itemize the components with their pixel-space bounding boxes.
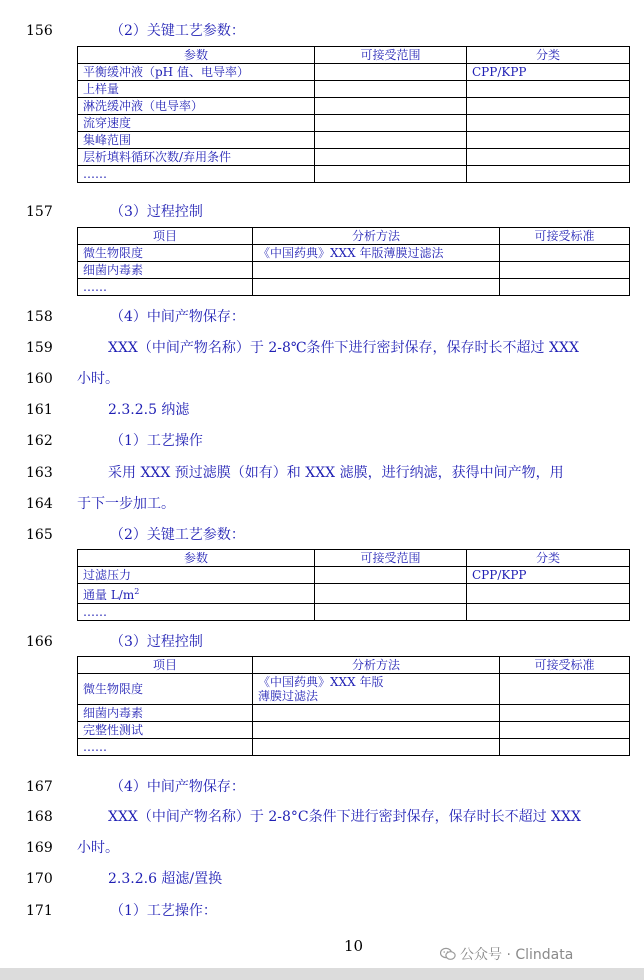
- table-header-row: [78, 47, 630, 64]
- line-number: 162: [26, 433, 53, 449]
- table-header-cell: 项目: [78, 228, 253, 245]
- table-cell: ……: [78, 739, 253, 756]
- table-cell: ……: [78, 279, 253, 296]
- section-heading: （2）关键工艺参数：: [110, 23, 245, 39]
- table-header-cell: 项目: [78, 657, 253, 674]
- table-header-cell: 参数: [78, 550, 315, 567]
- paragraph-line: 小时。: [77, 371, 119, 387]
- table-row: [78, 604, 630, 621]
- table-cell: [500, 674, 630, 705]
- table-row: [78, 739, 630, 756]
- table-cell: [253, 739, 500, 756]
- table-cell: [467, 81, 630, 98]
- paragraph-line: 采用 XXX 预过滤膜（如有）和 XXX 滤膜，进行纳滤，获得中间产物，用: [108, 465, 564, 481]
- line-number: 159: [26, 340, 53, 356]
- table-header-cell: 可接受标准: [500, 657, 630, 674]
- table-cell: [467, 584, 630, 604]
- table-cell: 平衡缓冲液（pH 值、电导率）: [78, 64, 315, 81]
- table-cell: [253, 705, 500, 722]
- line-number: 160: [26, 371, 53, 387]
- table-cell: [315, 64, 467, 81]
- table-cell: [253, 262, 500, 279]
- table-cell: [467, 166, 630, 183]
- line-number: 170: [26, 871, 53, 887]
- table-cell: [315, 149, 467, 166]
- page-number: 10: [344, 937, 364, 955]
- section-heading: （1）工艺操作: [110, 433, 203, 449]
- table-cell: [78, 584, 315, 604]
- table-header-row: [78, 550, 630, 567]
- watermark: [440, 944, 573, 964]
- section-heading: 2.3.2.6 超滤/置换: [108, 871, 223, 887]
- table-cell: [315, 567, 467, 584]
- line-number: 169: [26, 840, 53, 856]
- section-heading: （3）过程控制: [110, 634, 203, 650]
- table-cell: [315, 132, 467, 149]
- table-row: [78, 722, 630, 739]
- line-number: 171: [26, 903, 53, 919]
- table-row: [78, 279, 630, 296]
- table-header-cell: 可接受标准: [500, 228, 630, 245]
- table-cell: 流穿速度: [78, 115, 315, 132]
- section-heading: （1）工艺操作：: [110, 903, 217, 919]
- table-cell: [253, 722, 500, 739]
- line-number: 165: [26, 527, 53, 543]
- table-cell: CPP/KPP: [467, 64, 630, 81]
- table-cell: [315, 115, 467, 132]
- table-cell: 集峰范围: [78, 132, 315, 149]
- table-header-cell: 分类: [467, 550, 630, 567]
- table-row: [78, 705, 630, 722]
- table-cell: [500, 722, 630, 739]
- table-cell: [467, 115, 630, 132]
- table-cell: [500, 705, 630, 722]
- method-line: 《中国药典》XXX 年版: [258, 675, 384, 689]
- table-cell: [315, 98, 467, 115]
- table-cell: 《中国药典》XXX 年版薄膜过滤法: [253, 245, 500, 262]
- table-cell: 淋洗缓冲液（电导率）: [78, 98, 315, 115]
- section-heading: （4）中间产物保存：: [110, 309, 245, 325]
- table-cell: [500, 279, 630, 296]
- bottom-bar: [0, 968, 644, 980]
- table-header-row: [78, 657, 630, 674]
- paragraph-line: 于下一步加工。: [77, 496, 175, 512]
- section-heading: （3）过程控制: [110, 204, 203, 220]
- paragraph-line: 小时。: [77, 840, 119, 856]
- nanofiltration-parameter-table: [77, 549, 630, 621]
- line-number: 161: [26, 402, 53, 418]
- nanofiltration-control-table: [77, 656, 630, 756]
- table-cell: 层析填料循环次数/弃用条件: [78, 149, 315, 166]
- table-cell: 微生物限度: [78, 245, 253, 262]
- table-header-cell: 可接受范围: [315, 47, 467, 64]
- table-row: [78, 262, 630, 279]
- table-cell: 细菌内毒素: [78, 262, 253, 279]
- table-header-cell: 分析方法: [253, 228, 500, 245]
- table-cell: 完整性测试: [78, 722, 253, 739]
- table-cell: [467, 149, 630, 166]
- table-row: [78, 567, 630, 584]
- table-cell: 过滤压力: [78, 567, 315, 584]
- table-cell: [467, 132, 630, 149]
- watermark-text: 公众号 · Clindata: [460, 947, 574, 963]
- table-cell: [500, 262, 630, 279]
- table-row: [78, 245, 630, 262]
- section-heading: （2）关键工艺参数：: [110, 527, 245, 543]
- table-row: [78, 81, 630, 98]
- table-row: [78, 132, 630, 149]
- table-cell: [315, 81, 467, 98]
- line-number: 157: [26, 204, 53, 220]
- line-number: 164: [26, 496, 53, 512]
- paragraph-line: XXX（中间产物名称）于 2-8°C条件下进行密封保存，保存时长不超过 XXX: [108, 809, 581, 825]
- method-line: 薄膜过滤法: [258, 689, 319, 703]
- table-cell: CPP/KPP: [467, 567, 630, 584]
- table-cell: [467, 98, 630, 115]
- table-header-cell: 参数: [78, 47, 315, 64]
- paragraph-line: XXX（中间产物名称）于 2-8℃条件下进行密封保存，保存时长不超过 XXX: [108, 340, 579, 356]
- table-cell: [500, 245, 630, 262]
- table-row: [78, 64, 630, 81]
- table-cell: 细菌内毒素: [78, 705, 253, 722]
- process-control-table: [77, 227, 630, 296]
- line-number: 163: [26, 465, 53, 481]
- table-cell: ……: [78, 166, 315, 183]
- table-cell: ……: [78, 604, 315, 621]
- table-row: [78, 584, 630, 604]
- process-parameter-table: [77, 46, 630, 183]
- table-cell: [253, 279, 500, 296]
- table-cell: 微生物限度: [78, 674, 253, 705]
- line-number: 166: [26, 634, 53, 650]
- table-header-row: [78, 228, 630, 245]
- superscript: 2: [134, 587, 140, 596]
- section-heading: 2.3.2.5 纳滤: [108, 402, 190, 418]
- table-row: [78, 674, 630, 705]
- table-header-cell: 分析方法: [253, 657, 500, 674]
- table-row: [78, 98, 630, 115]
- section-heading: （4）中间产物保存：: [110, 779, 245, 795]
- table-header-cell: 可接受范围: [315, 550, 467, 567]
- table-cell: [253, 674, 500, 705]
- table-cell: [315, 604, 467, 621]
- table-row: [78, 149, 630, 166]
- table-cell: [315, 166, 467, 183]
- table-row: [78, 115, 630, 132]
- line-number: 168: [26, 809, 53, 825]
- line-number: 158: [26, 309, 53, 325]
- line-number: 156: [26, 23, 53, 39]
- table-cell: [467, 604, 630, 621]
- table-cell: [500, 739, 630, 756]
- wechat-icon: [440, 947, 456, 961]
- table-header-cell: 分类: [467, 47, 630, 64]
- table-cell: 上样量: [78, 81, 315, 98]
- line-number: 167: [26, 779, 53, 795]
- table-row: [78, 166, 630, 183]
- flux-label: 通量 L/m: [83, 588, 135, 602]
- table-cell: [315, 584, 467, 604]
